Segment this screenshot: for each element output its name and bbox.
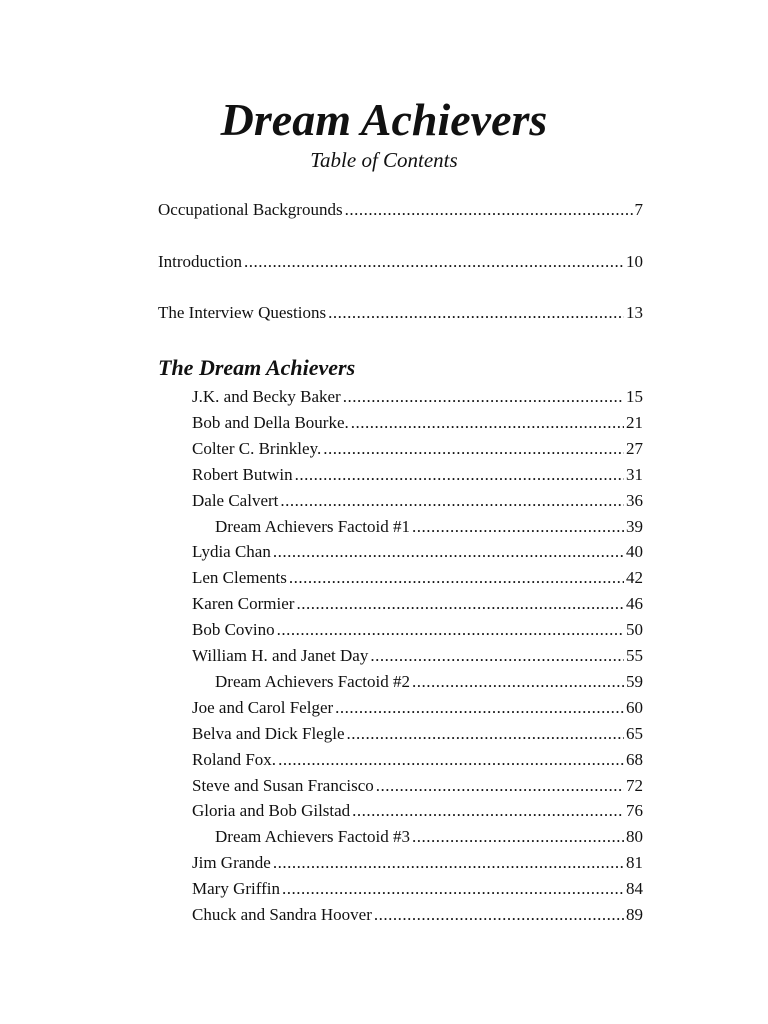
toc-entry-page: 42 xyxy=(626,568,643,588)
toc-entry-label: Belva and Dick Flegle xyxy=(192,723,345,743)
toc-entry-label: The Interview Questions xyxy=(158,303,327,322)
toc-entry xyxy=(158,301,643,325)
toc-entry-label: J.K. and Becky Baker xyxy=(192,387,341,406)
toc-entry-page: 60 xyxy=(626,697,643,717)
toc-leader xyxy=(347,722,625,746)
toc-leader xyxy=(376,774,624,798)
toc-entry-label: Mary Griffin xyxy=(192,879,280,899)
toc-leader xyxy=(244,250,624,274)
toc-entry-label: Robert Butwin xyxy=(192,464,293,484)
toc-entry-page: 27 xyxy=(626,438,643,458)
toc-entry-page: 68 xyxy=(626,749,643,769)
toc-entry xyxy=(192,385,643,409)
toc-leader xyxy=(273,540,624,564)
toc-entry-page: 55 xyxy=(626,646,643,665)
toc-entry xyxy=(192,877,643,901)
toc-entry xyxy=(192,696,643,720)
toc-leader xyxy=(323,437,624,461)
toc-leader xyxy=(345,198,633,222)
toc-entry-label: Bob Covino xyxy=(192,620,275,640)
toc-entry-label: Roland Fox. xyxy=(192,749,277,769)
toc-entry xyxy=(192,644,643,668)
section-heading: The Dream Achievers xyxy=(158,355,356,380)
toc-leader xyxy=(412,670,624,694)
toc-entry xyxy=(158,198,643,222)
toc-leader xyxy=(282,877,624,901)
toc-leader xyxy=(295,463,624,487)
toc-leader xyxy=(335,696,624,720)
toc-entry xyxy=(192,774,643,798)
toc-entry-page: 15 xyxy=(626,387,643,406)
toc-entry xyxy=(158,250,643,274)
toc-entry-page: 21 xyxy=(626,412,643,432)
toc-entry-page: 84 xyxy=(626,879,643,899)
toc-leader xyxy=(412,825,624,849)
toc-entry-page: 13 xyxy=(626,303,643,322)
toc-leader xyxy=(351,411,624,435)
toc-leader xyxy=(280,489,624,513)
toc-entry xyxy=(192,618,643,642)
toc-entry-page: 89 xyxy=(626,905,643,924)
document-title: Dream Achievers xyxy=(220,94,548,145)
toc-leader xyxy=(289,566,624,590)
toc-entry-label: Dream Achievers Factoid #1 xyxy=(215,516,410,536)
toc-entry xyxy=(192,489,643,513)
toc-subentry xyxy=(215,825,643,849)
toc-entry-label: Dream Achievers Factoid #2 xyxy=(215,671,410,691)
toc-leader xyxy=(370,644,624,668)
toc-entry-label: Colter C. Brinkley. xyxy=(192,438,322,458)
toc-entry xyxy=(192,722,643,746)
toc-entry-page: 65 xyxy=(626,723,643,743)
toc-entry xyxy=(192,540,643,564)
toc-entry-page: 40 xyxy=(626,542,643,562)
toc-entry-page: 36 xyxy=(626,490,643,510)
document-subtitle: Table of Contents xyxy=(310,148,458,172)
toc-leader xyxy=(374,903,624,927)
toc-entry-label: Steve and Susan Francisco xyxy=(192,775,374,795)
toc-entry xyxy=(192,411,643,435)
toc-entry xyxy=(192,437,643,461)
toc-entry-page: 76 xyxy=(626,801,643,821)
toc-entry-label: Gloria and Bob Gilstad xyxy=(192,801,351,821)
toc-entry-page: 59 xyxy=(626,671,643,691)
toc-entry-page: 81 xyxy=(626,853,643,873)
toc-entry-page: 39 xyxy=(626,516,643,536)
toc-entry-page: 80 xyxy=(626,827,643,847)
toc-entry-page: 50 xyxy=(626,620,643,640)
toc-subentry xyxy=(215,515,643,539)
toc-leader xyxy=(278,748,624,772)
toc-entry-label: Bob and Della Bourke. xyxy=(192,412,349,432)
toc-subentry xyxy=(215,670,643,694)
toc-entry xyxy=(192,592,643,616)
toc-entry-page: 31 xyxy=(626,464,643,484)
toc-leader xyxy=(273,851,624,875)
toc-entry-label: Jim Grande xyxy=(192,853,271,873)
toc-entry-page: 46 xyxy=(626,594,643,614)
toc-leader xyxy=(296,592,624,616)
toc-entry-label: Lydia Chan xyxy=(192,542,271,562)
toc-entry xyxy=(192,748,643,772)
toc-entry xyxy=(192,463,643,487)
toc-entry-label: Joe and Carol Felger xyxy=(192,697,334,717)
toc-entry-label: Dale Calvert xyxy=(192,490,279,510)
toc-leader xyxy=(352,799,624,823)
toc-entry xyxy=(192,799,643,823)
toc-entry-page: 7 xyxy=(634,200,643,219)
toc-entry xyxy=(192,903,643,927)
toc-entry xyxy=(192,566,643,590)
toc-entry-label: William H. and Janet Day xyxy=(192,646,369,665)
toc-leader xyxy=(277,618,624,642)
toc-entry-page: 72 xyxy=(626,775,643,795)
toc-entry-label: Dream Achievers Factoid #3 xyxy=(215,827,410,847)
toc-entry-label: Chuck and Sandra Hoover xyxy=(192,905,372,924)
toc-entry-label: Introduction xyxy=(158,252,243,271)
toc-leader xyxy=(328,301,624,325)
toc-entry-label: Len Clements xyxy=(192,568,287,588)
toc-entry-label: Karen Cormier xyxy=(192,594,295,614)
toc-leader xyxy=(412,515,624,539)
toc-entry-page: 10 xyxy=(626,252,643,271)
toc-leader xyxy=(343,385,624,409)
toc-entry xyxy=(192,851,643,875)
toc-entry-label: Occupational Backgrounds xyxy=(158,200,343,219)
